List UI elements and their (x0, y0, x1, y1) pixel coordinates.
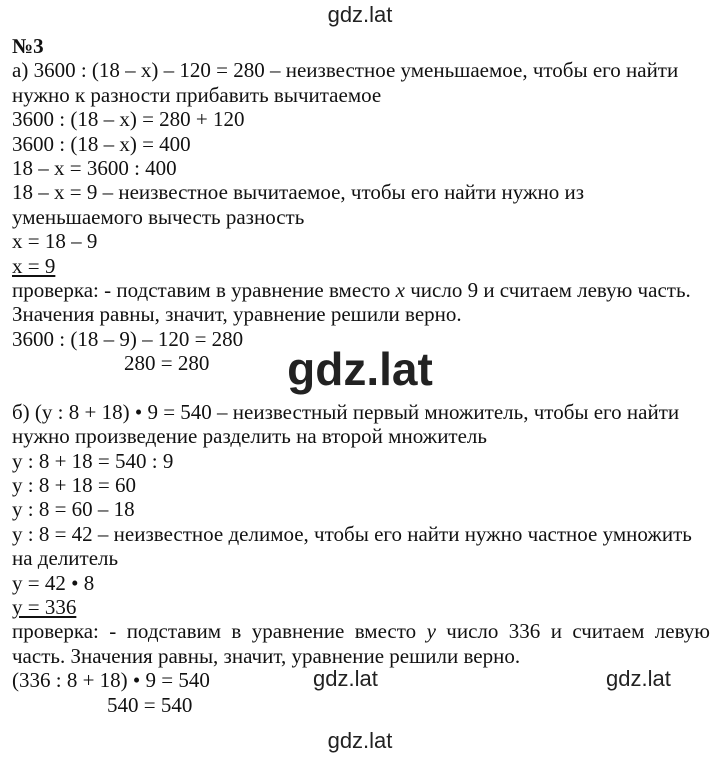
part-b-line-1: б) (у : 8 + 18) • 9 = 540 – неизвестный первый множитель, чтобы его найти (12, 399, 680, 424)
watermark-row-right: gdz.lat (606, 666, 671, 691)
part-a-answer-text: х = 9 (12, 253, 56, 278)
part-b-line-3: у : 8 + 18 = 540 : 9 (12, 448, 174, 473)
part-b-check-1b: число 336 и считаем левую (435, 619, 710, 644)
task-number: №3 (12, 34, 44, 58)
part-b-line-6: у : 8 = 42 – неизвестное делимое, чтобы его найти нужно частное умножить (12, 521, 692, 546)
part-a-check-variable: х (395, 277, 405, 302)
part-a-check-line-3: 3600 : (18 – 9) – 120 = 280 (12, 326, 244, 351)
solution-content (12, 34, 710, 717)
part-b-line-7: на делитель (12, 546, 119, 571)
part-b-check-variable: у (426, 619, 436, 644)
part-b-check-line-2: часть. Значения равны, значит, уравнение решили верно. (12, 643, 521, 668)
watermark-bottom: gdz.lat (327, 728, 393, 753)
watermark-top: gdz.lat (327, 2, 393, 27)
part-a-line-4: 3600 : (18 – х) = 400 (12, 131, 191, 156)
watermark-middle: gdz.lat (287, 343, 433, 395)
part-b-check-line-1 (12, 619, 710, 643)
part-b-answer (12, 595, 710, 619)
part-b-check-1a: проверка: - подставим в уравнение вместо (12, 619, 427, 644)
part-a-line-1: а) 3600 : (18 – х) – 120 = 280 – неизвестное уменьшаемое, чтобы его найти (12, 58, 679, 83)
watermark-row-left: gdz.lat (313, 666, 378, 691)
part-a-check-1a: проверка: - подставим в уравнение вместо (12, 277, 396, 302)
part-a-check-1b: число 9 и считаем левую часть. (404, 277, 691, 302)
part-a-check-line-2: Значения равны, значит, уравнение решили верно. (12, 302, 462, 327)
part-b-answer-text: у = 336 (12, 594, 77, 619)
spacer (12, 375, 710, 399)
part-a-line-3: 3600 : (18 – х) = 280 + 120 (12, 107, 245, 132)
part-a-check-line-4: 280 = 280 (124, 351, 210, 376)
part-a-line-5: 18 – х = 3600 : 400 (12, 155, 177, 180)
part-a-line-6: 18 – х = 9 – неизвестное вычитаемое, чтобы его найти нужно из (12, 180, 585, 205)
part-a-answer (12, 254, 710, 278)
part-a-line-2: нужно к разности прибавить вычитаемое (12, 82, 382, 107)
part-a-check-line-1 (12, 278, 710, 302)
part-b-line-5: у : 8 = 60 – 18 (12, 497, 135, 522)
part-b-check-line-4: 540 = 540 (107, 692, 193, 717)
part-b-line-8: у = 42 • 8 (12, 570, 95, 595)
part-b-line-4: у : 8 + 18 = 60 (12, 473, 137, 498)
part-a-line-7: уменьшаемого вычесть разность (12, 204, 305, 229)
part-b-line-2: нужно произведение разделить на второй множитель (12, 424, 487, 449)
part-b-check-line-3: (336 : 8 + 18) • 9 = 540 (12, 668, 210, 693)
part-a-line-8: х = 18 – 9 (12, 229, 98, 254)
